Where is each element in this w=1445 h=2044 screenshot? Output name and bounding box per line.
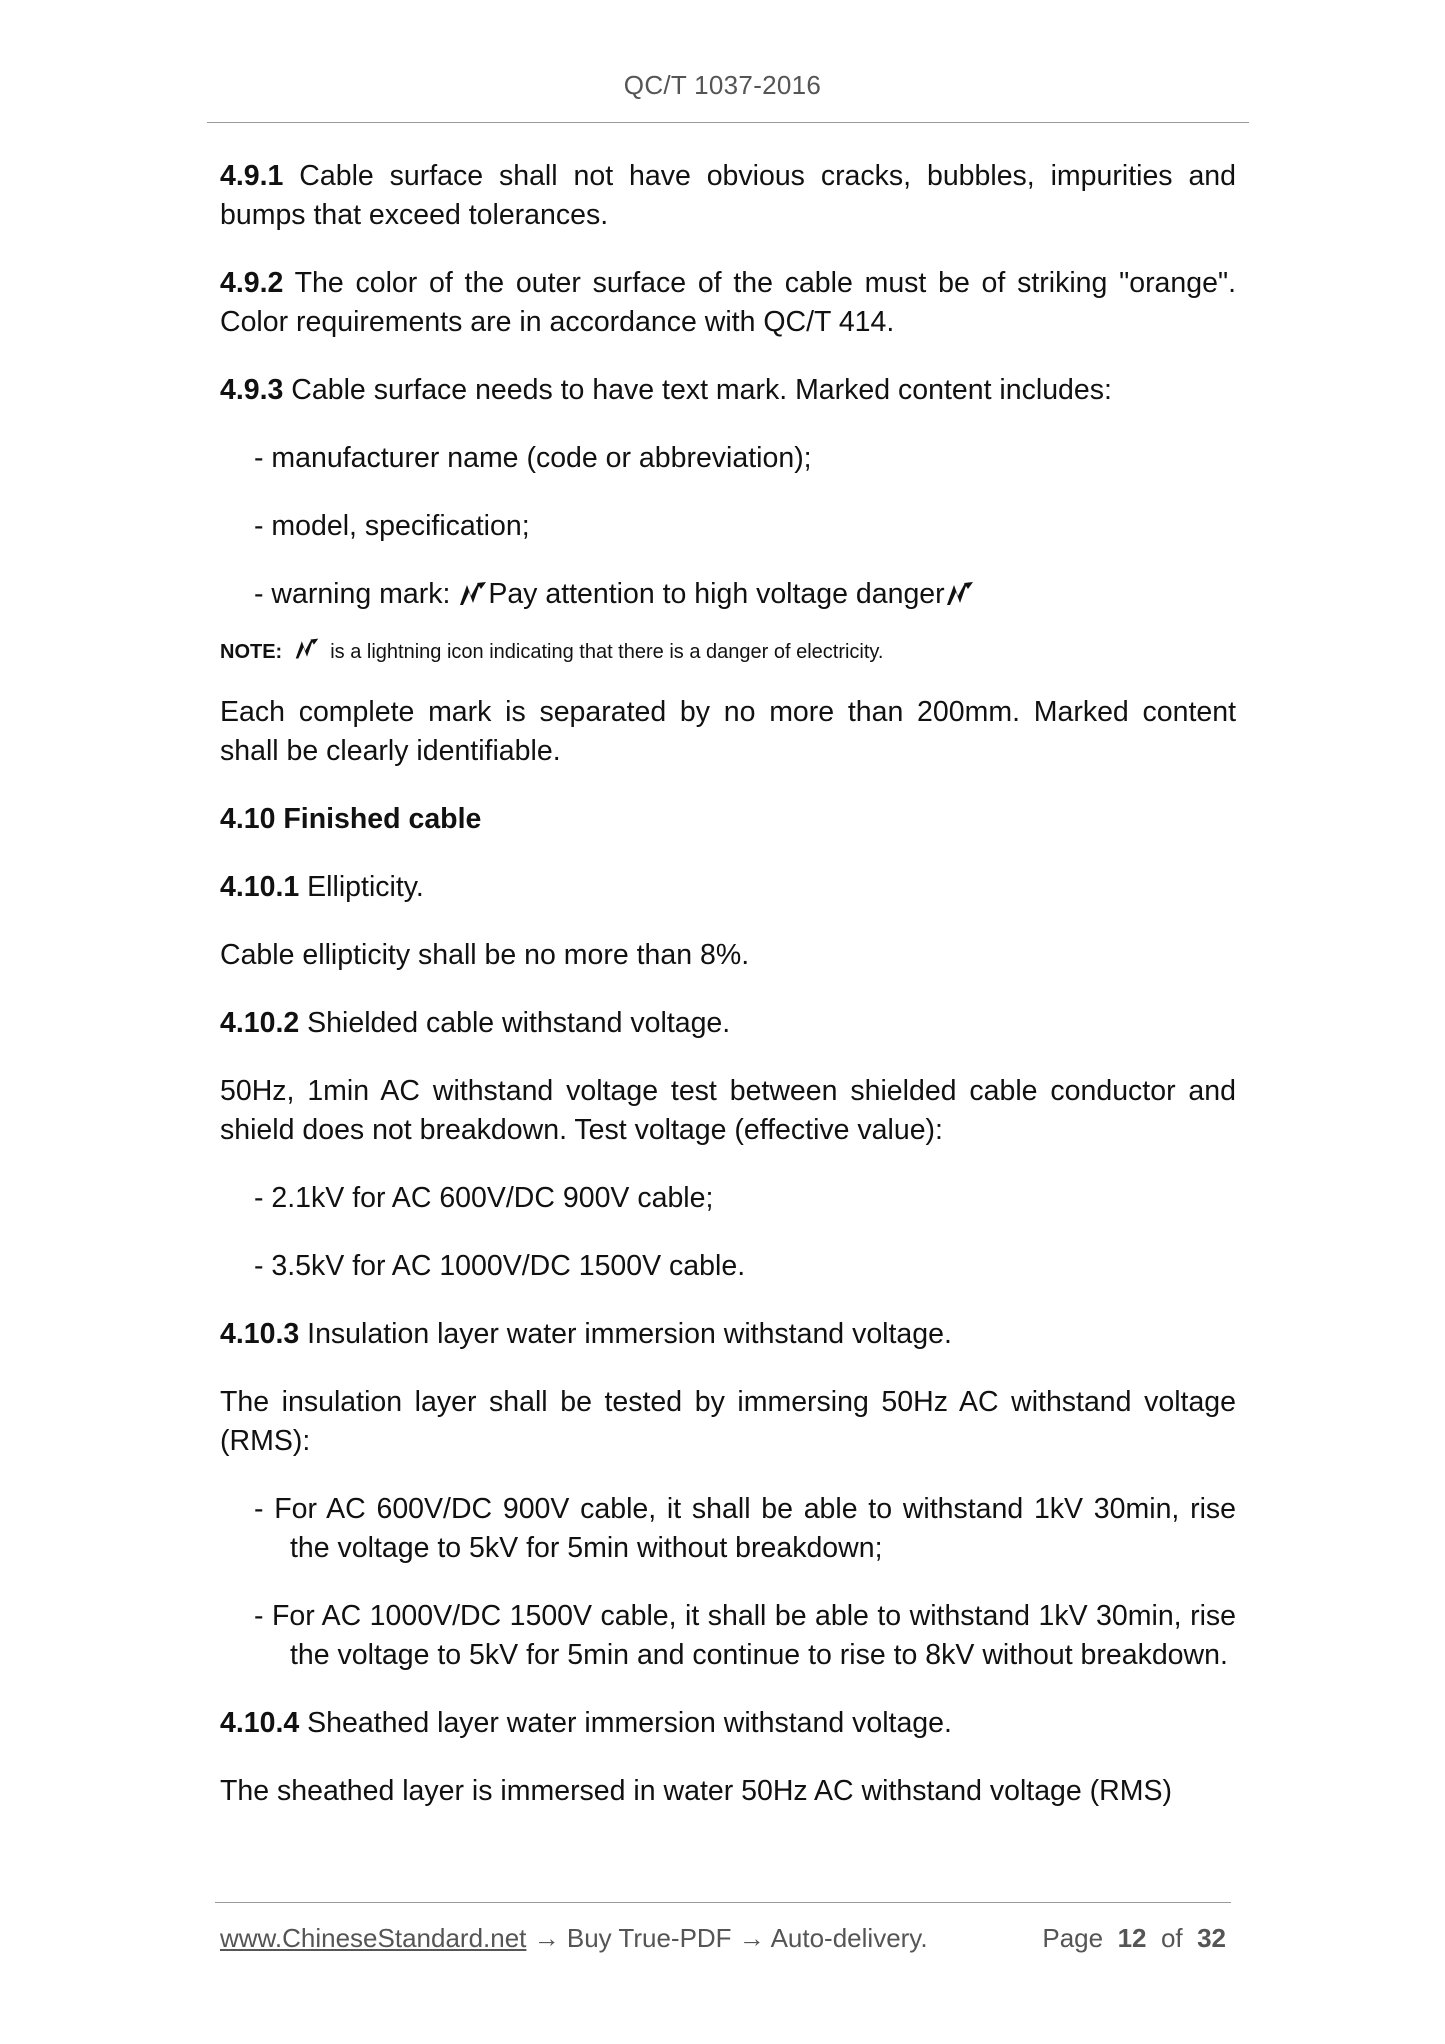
clause-number: 4.9.2 xyxy=(220,267,284,299)
clause-4-9-3 xyxy=(220,371,1236,410)
list-item: - For AC 1000V/DC 1500V cable, it shall be able to withstand 1kV 30min, rise the voltage to 5kV for 5min and continue to rise to 8kV without breakdown. xyxy=(254,1600,1236,1671)
clause-number: 4.10.4 xyxy=(220,1707,300,1739)
list-item: - 2.1kV for AC 600V/DC 900V cable; xyxy=(254,1182,714,1214)
clause-text: Insulation layer water immersion withstand voltage. xyxy=(299,1318,952,1350)
clause-text: Cable surface needs to have text mark. Marked content includes: xyxy=(283,374,1112,406)
clause-number: 4.10.2 xyxy=(220,1007,300,1039)
clause-text: Sheathed layer water immersion withstand voltage. xyxy=(299,1707,952,1739)
footer-divider xyxy=(215,1902,1231,1903)
clause-body: Cable ellipticity shall be no more than 8%. xyxy=(220,939,750,971)
footer-tagline: → Buy True-PDF → Auto-delivery. xyxy=(526,1923,928,1953)
website-link[interactable]: www.ChineseStandard.net xyxy=(220,1923,527,1953)
clause-body: The sheathed layer is immersed in water 50Hz AC withstand voltage (RMS) xyxy=(220,1775,1172,1807)
clause-4-9-1 xyxy=(220,157,1236,235)
clause-text: Shielded cable withstand voltage. xyxy=(299,1007,731,1039)
clause-body: The insulation layer shall be tested by immersing 50Hz AC withstand voltage (RMS): xyxy=(220,1386,1236,1457)
clause-text: The color of the outer surface of the cable must be of striking "orange". Color requirements are in accordance with QC/T 414. xyxy=(220,267,1236,338)
lightning-icon xyxy=(294,637,320,661)
header-title: QC/T 1037-2016 xyxy=(623,70,822,100)
warning-text: Pay attention to high voltage danger xyxy=(488,578,945,610)
header-divider xyxy=(207,122,1249,123)
clause-text: Ellipticity. xyxy=(299,871,424,903)
note-label: NOTE: xyxy=(220,641,283,663)
list-item: - model, specification; xyxy=(254,510,530,542)
lightning-icon xyxy=(458,581,488,607)
clause-4-10-4 xyxy=(220,1704,1236,1743)
clause-number: 4.9.1 xyxy=(220,160,284,192)
footer-left xyxy=(220,1923,928,1954)
note xyxy=(220,637,1236,667)
lightning-icon xyxy=(945,581,975,607)
note-text: is a lightning icon indicating that there is a danger of electricity. xyxy=(330,641,884,663)
separation-paragraph: Each complete mark is separated by no more than 200mm. Marked content shall be clearly identifiable. xyxy=(220,696,1236,767)
total-pages: 32 xyxy=(1197,1923,1226,1953)
clause-number: 4.10.1 xyxy=(220,871,300,903)
clause-text: Cable surface shall not have obvious cracks, bubbles, impurities and bumps that exceed tolerances. xyxy=(220,160,1236,231)
section-heading-4-10: 4.10 Finished cable xyxy=(220,803,482,835)
page-content xyxy=(220,157,1236,1840)
of-label: of xyxy=(1160,1923,1183,1953)
clause-number: 4.9.3 xyxy=(220,374,284,406)
list-item-prefix: - warning mark: xyxy=(254,578,459,610)
page-label: Page xyxy=(1042,1923,1104,1953)
clause-body: 50Hz, 1min AC withstand voltage test between shielded cable conductor and shield does not breakdown. Test voltage (effective value): xyxy=(220,1075,1236,1146)
clause-4-10-1 xyxy=(220,868,1236,907)
page-indicator xyxy=(1042,1923,1226,1954)
list-item: - manufacturer name (code or abbreviation); xyxy=(254,442,812,474)
clause-4-10-2 xyxy=(220,1004,1236,1043)
warning-mark-item xyxy=(254,575,1236,614)
clause-4-9-2 xyxy=(220,264,1236,342)
clause-number: 4.10.3 xyxy=(220,1318,300,1350)
list-item: - For AC 600V/DC 900V cable, it shall be able to withstand 1kV 30min, rise the voltage to 5kV for 5min without breakdown; xyxy=(254,1493,1236,1564)
page-number: 12 xyxy=(1117,1923,1147,1953)
clause-4-10-3 xyxy=(220,1315,1236,1354)
list-item: - 3.5kV for AC 1000V/DC 1500V cable. xyxy=(254,1250,746,1282)
